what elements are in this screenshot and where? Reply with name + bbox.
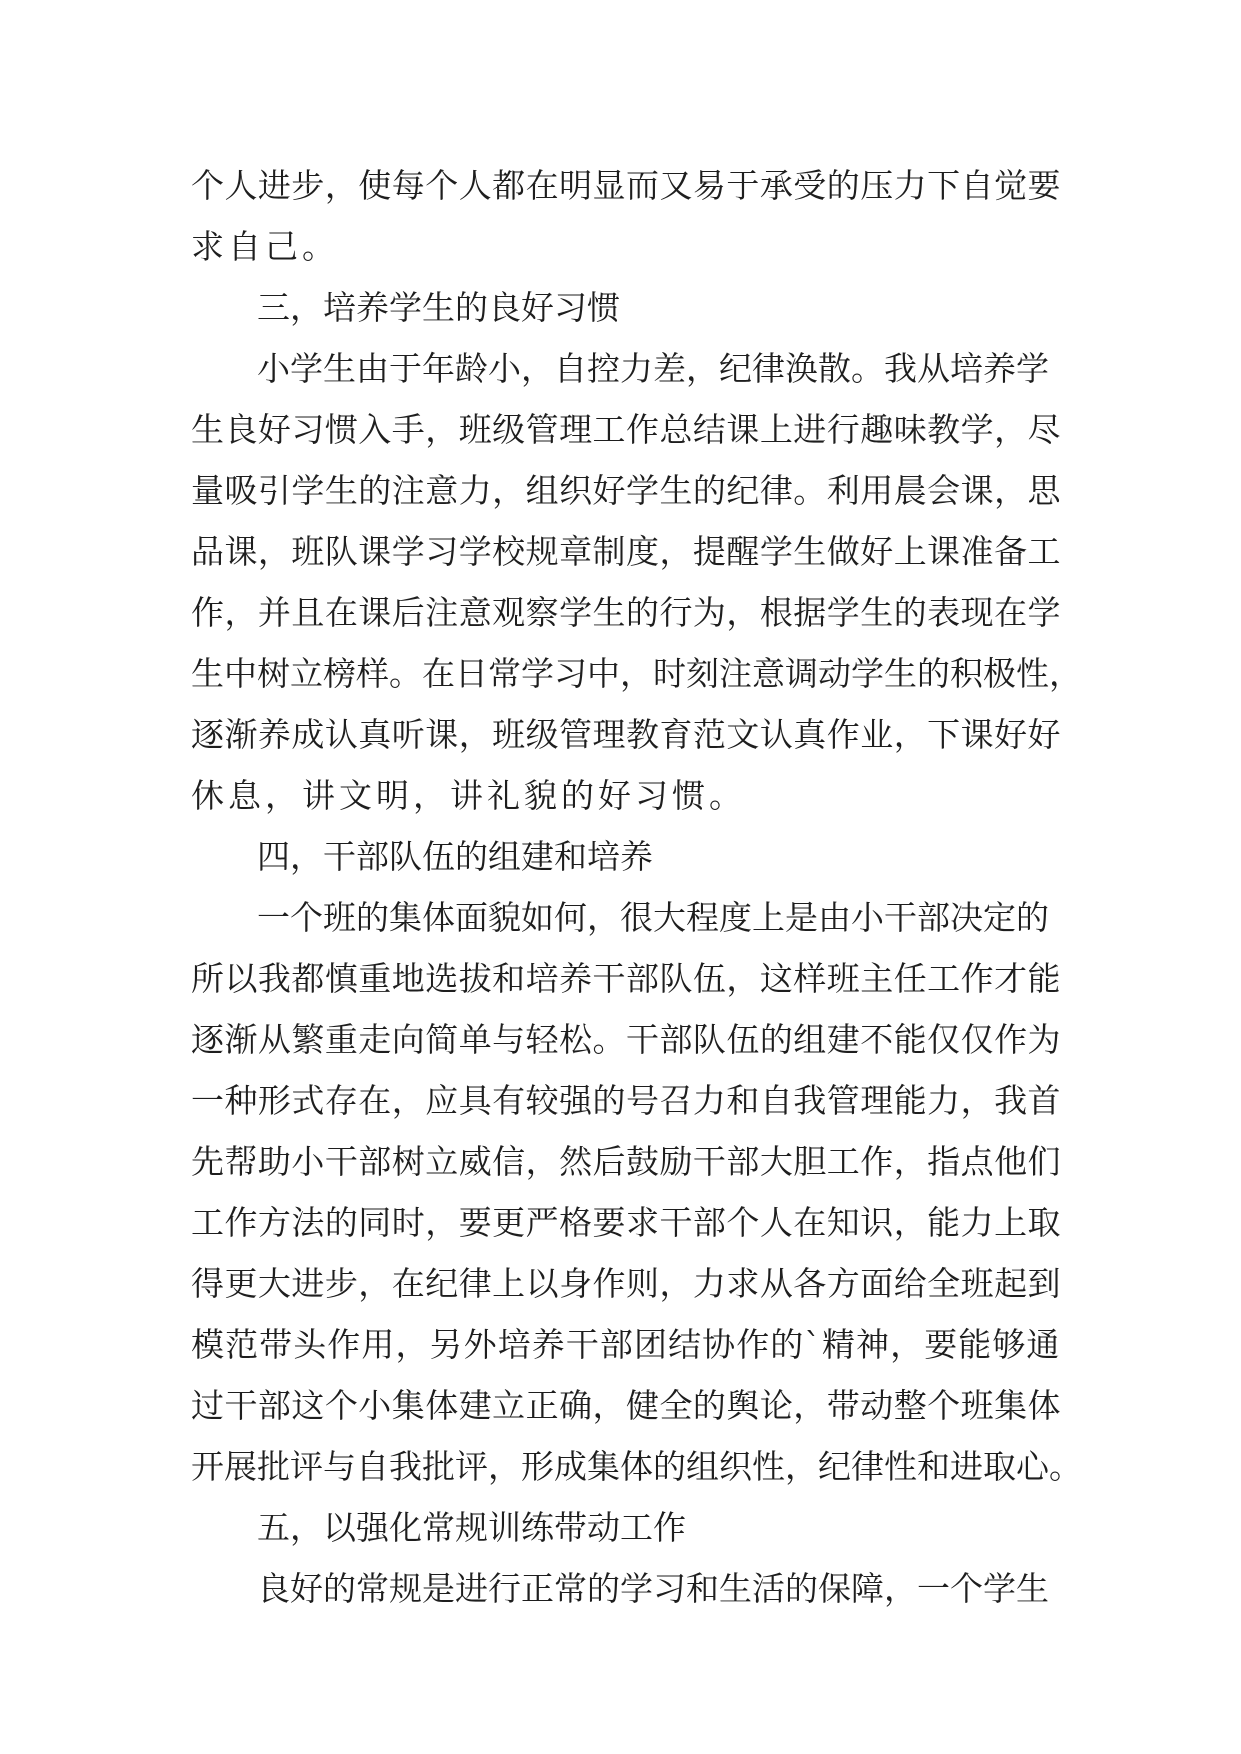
text-line: 作，并且在课后注意观察学生的行为，根据学生的表现在学 [191,593,1061,632]
text-line: 三，培养学生的良好习惯 [257,288,620,327]
document-body [191,155,1082,1619]
text-line: 所以我都慎重地选拔和培养干部队伍，这样班主任工作才能 [191,959,1061,998]
text-line: 一个班的集体面貌如何，很大程度上是由小干部决定的 [257,898,1049,937]
text-line: 先帮助小干部树立威信，然后鼓励干部大胆工作，指点他们 [191,1142,1061,1181]
text-line: 量吸引学生的注意力，组织好学生的纪律。利用晨会课，思 [191,471,1061,510]
text-line: 求自己。 [191,227,339,266]
text-line: 品课，班队课学习学校规章制度，提醒学生做好上课准备工 [191,532,1061,571]
text-line: 模范带头作用，另外培养干部团结协作的`精神，要能够通 [191,1325,1061,1364]
text-line: 小学生由于年龄小，自控力差，纪律涣散。我从培养学 [257,349,1049,388]
text-line: 逐渐从繁重走向简单与轻松。干部队伍的组建不能仅仅作为 [191,1020,1061,1059]
text-line: 得更大进步，在纪律上以身作则，力求从各方面给全班起到 [191,1264,1061,1303]
text-line: 过干部这个小集体建立正确，健全的舆论，带动整个班集体 [191,1386,1061,1425]
text-line: 逐渐养成认真听课，班级管理教育范文认真作业，下课好好 [191,715,1061,754]
text-line: 个人进步，使每个人都在明显而又易于承受的压力下自觉要 [191,166,1061,205]
text-line: 生中树立榜样。在日常学习中，时刻注意调动学生的积极性， [191,654,1082,693]
text-line: 休息，讲文明，讲礼貌的好习惯。 [191,776,746,815]
text-line: 四，干部队伍的组建和培养 [257,837,653,876]
text-line: 生良好习惯入手，班级管理工作总结课上进行趣味教学，尽 [191,410,1061,449]
text-line: 开展批评与自我批评，形成集体的组织性，纪律性和进取心。 [191,1447,1082,1486]
text-line: 五，以强化常规训练带动工作 [257,1508,686,1547]
text-line: 工作方法的同时，要更严格要求干部个人在知识，能力上取 [191,1203,1061,1242]
text-line: 一种形式存在，应具有较强的号召力和自我管理能力，我首 [191,1081,1061,1120]
text-line: 良好的常规是进行正常的学习和生活的保障，一个学生 [257,1569,1049,1608]
